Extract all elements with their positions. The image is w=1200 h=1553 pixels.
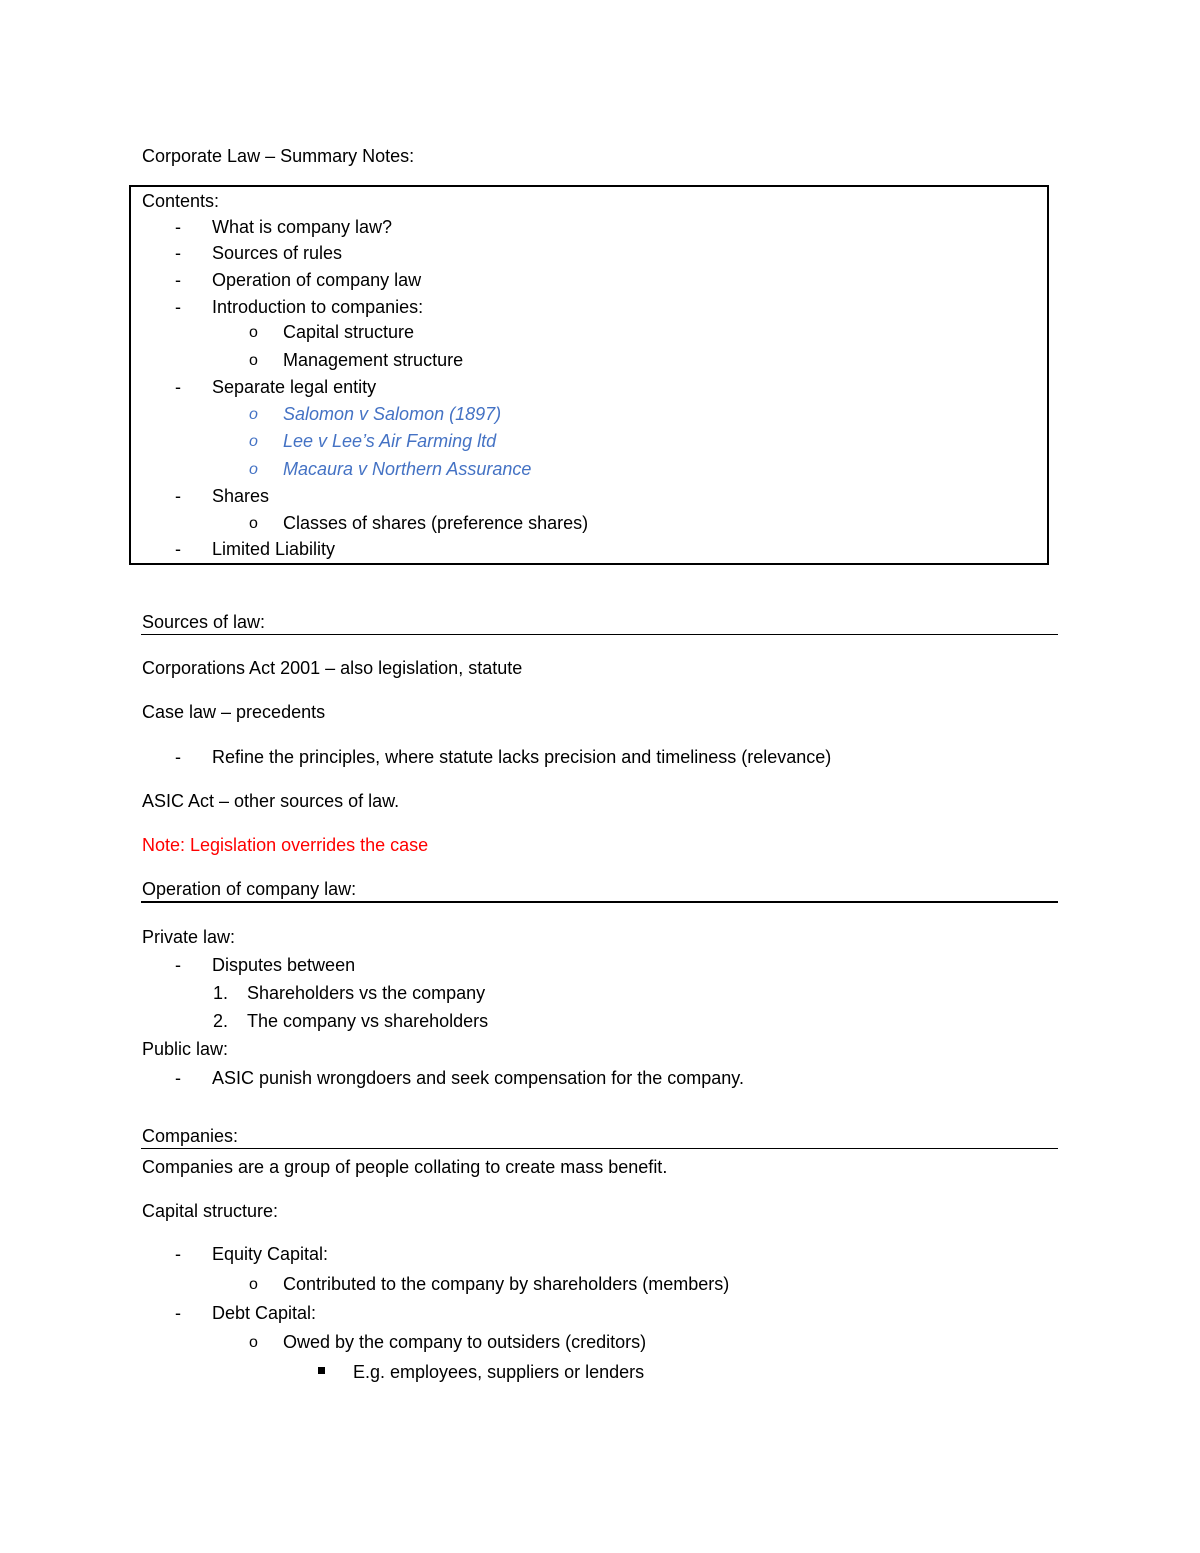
list-item: Refine the principles, where statute lacks precision and timeliness (relevance) (212, 747, 832, 767)
subheading: Capital structure: (142, 1201, 279, 1221)
square-bullet-icon (318, 1367, 325, 1374)
section-divider (141, 634, 1058, 635)
subheading: Public law: (142, 1039, 229, 1059)
dash-marker: - (175, 377, 181, 397)
circle-bullet-marker: o (249, 1334, 258, 1351)
circle-bullet-marker: o (249, 324, 258, 341)
dash-marker: - (175, 955, 181, 975)
list-item: The company vs shareholders (247, 1011, 489, 1031)
contents-subitem: Management structure (283, 350, 464, 370)
contents-item: Shares (212, 486, 270, 506)
circle-bullet-marker: o (249, 461, 258, 478)
contents-item: Limited Liability (212, 539, 336, 559)
page-title: Corporate Law – Summary Notes: (142, 146, 415, 166)
circle-bullet-marker: o (249, 352, 258, 369)
contents-item: Separate legal entity (212, 377, 377, 397)
list-number: 2. (213, 1011, 229, 1031)
dash-marker: - (175, 217, 181, 237)
case-link[interactable]: Lee v Lee’s Air Farming ltd (283, 431, 497, 451)
list-item: Shareholders vs the company (247, 983, 486, 1003)
contents-item: Operation of company law (212, 270, 422, 290)
circle-bullet-marker: o (249, 515, 258, 532)
circle-bullet-marker: o (249, 1276, 258, 1293)
contents-item: Introduction to companies: (212, 297, 424, 317)
paragraph: Case law – precedents (142, 702, 326, 722)
list-number: 1. (213, 983, 229, 1003)
paragraph: ASIC Act – other sources of law. (142, 791, 400, 811)
list-item: Equity Capital: (212, 1244, 329, 1264)
dash-marker: - (175, 486, 181, 506)
contents-item: Sources of rules (212, 243, 343, 263)
dash-marker: - (175, 270, 181, 290)
list-subsubitem: E.g. employees, suppliers or lenders (353, 1362, 645, 1382)
case-link[interactable]: Macaura v Northern Assurance (283, 459, 532, 479)
list-subitem: Owed by the company to outsiders (creditors) (283, 1332, 647, 1352)
dash-marker: - (175, 1244, 181, 1264)
dash-marker: - (175, 1303, 181, 1323)
note-text: Note: Legislation overrides the case (142, 835, 429, 855)
case-link[interactable]: Salomon v Salomon (1897) (283, 404, 502, 424)
section-heading-companies: Companies: (142, 1126, 239, 1146)
dash-marker: - (175, 243, 181, 263)
list-subitem: Contributed to the company by shareholders (members) (283, 1274, 730, 1294)
section-heading-sources: Sources of law: (142, 612, 266, 632)
contents-subitem: Classes of shares (preference shares) (283, 513, 589, 533)
paragraph: Companies are a group of people collating to create mass benefit. (142, 1157, 668, 1177)
contents-subitem: Capital structure (283, 322, 415, 342)
paragraph: Corporations Act 2001 – also legislation, statute (142, 658, 523, 678)
contents-item: What is company law? (212, 217, 393, 237)
list-item: ASIC punish wrongdoers and seek compensation for the company. (212, 1068, 744, 1088)
dash-marker: - (175, 747, 181, 767)
list-item: Disputes between (212, 955, 356, 975)
subheading: Private law: (142, 927, 236, 947)
dash-marker: - (175, 539, 181, 559)
section-divider (141, 1148, 1058, 1149)
circle-bullet-marker: o (249, 433, 258, 450)
dash-marker: - (175, 297, 181, 317)
section-heading-operation: Operation of company law: (142, 879, 357, 899)
circle-bullet-marker: o (249, 406, 258, 423)
contents-heading: Contents: (142, 191, 220, 211)
dash-marker: - (175, 1068, 181, 1088)
list-item: Debt Capital: (212, 1303, 317, 1323)
section-divider (141, 901, 1058, 903)
